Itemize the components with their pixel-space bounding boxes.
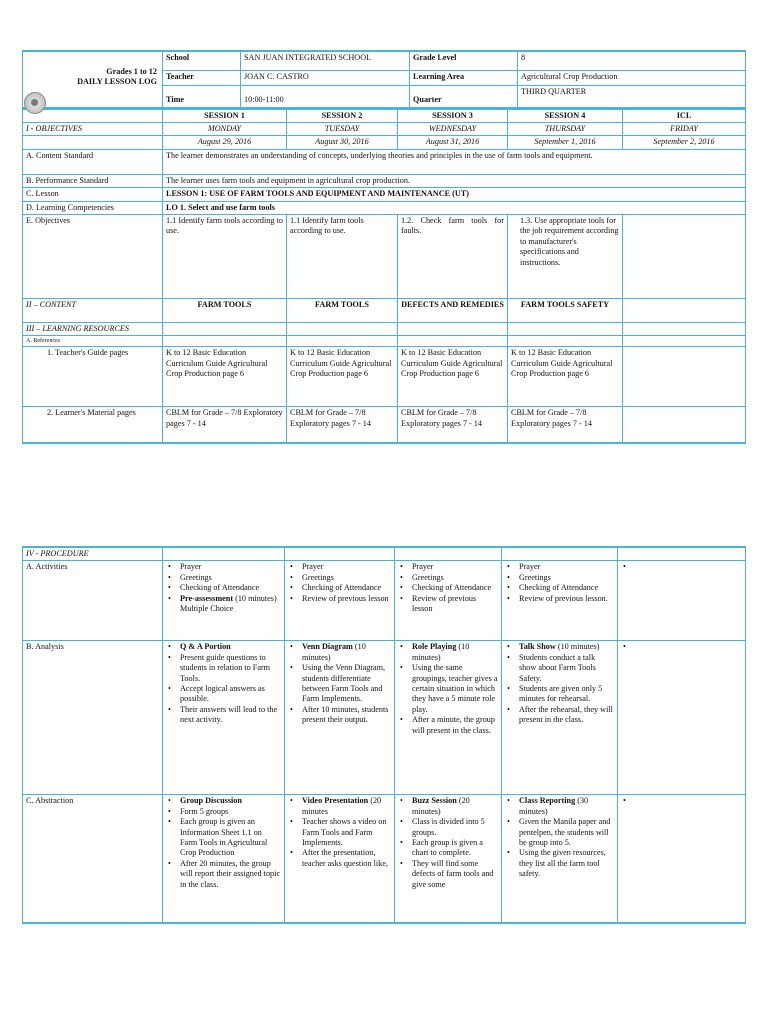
list-item	[519, 594, 614, 604]
content-session-3: DEFECTS AND REMEDIES	[398, 298, 508, 322]
tg-icl	[623, 347, 746, 407]
tg-session-2: K to 12 Basic Education Curriculum Guide Agricultural Crop Production page 6	[287, 347, 398, 407]
resources-heading: III – LEARNING RESOURCES	[23, 322, 163, 335]
activities-session-3	[395, 561, 502, 641]
time-label: Time	[163, 85, 241, 107]
list-item-text: After a minute, the group will present in the class.	[412, 715, 495, 735]
list-item-text: (10 minutes)	[412, 642, 470, 662]
date-5: September 2, 2016	[623, 136, 746, 149]
activities-label: A. Activities	[23, 561, 163, 641]
bullet-list	[505, 642, 614, 725]
abstraction-session-3	[395, 795, 502, 923]
session-2-header: SESSION 2	[287, 109, 398, 123]
list-item-bold: Buzz Session	[412, 796, 457, 806]
bullet-list	[288, 562, 391, 604]
session-corner	[23, 109, 163, 123]
list-item-text: (20 minutes	[302, 796, 382, 816]
list-item-bold: Venn Diagram	[302, 642, 353, 652]
list-item-text: After 10 minutes, students present their output.	[302, 704, 389, 725]
list-item-text: After the rehearsal, they will present in the class.	[519, 704, 613, 725]
list-item	[302, 817, 391, 848]
date-2: August 30, 2016	[287, 136, 398, 149]
list-item-text: Given the Manila paper and pentelpen, the students will be group into 5.	[519, 817, 611, 848]
competency-label: D. Learning Competencies	[23, 201, 163, 214]
list-item	[180, 684, 281, 705]
tg-session-4: K to 12 Basic Education Curriculum Guide Agricultural Crop Production page 6	[508, 347, 623, 407]
grade-level-value: 8	[518, 51, 746, 70]
list-item-text: They will find some defects of farm tools and give some	[412, 858, 494, 889]
list-item-text: Checking of Attendance	[412, 583, 492, 593]
list-item-text: Form 5 groups	[180, 806, 229, 816]
list-item	[180, 562, 281, 572]
abstraction-session-1	[163, 795, 285, 923]
content-icl	[623, 298, 746, 322]
list-item	[302, 848, 391, 869]
session-1-header: SESSION 1	[163, 109, 287, 123]
objectives-heading: I - OBJECTIVES	[23, 122, 163, 135]
list-item-bold: Video Presentation	[302, 796, 369, 806]
tg-session-1: K to 12 Basic Education Curriculum Guide Agricultural Crop Production page 6	[163, 347, 287, 407]
lesson-log-page-2	[22, 546, 745, 924]
abstraction-label: C. Abstraction	[23, 795, 163, 923]
quarter-label: Quarter	[410, 85, 518, 107]
lesson-title: LESSON 1: USE OF FARM TOOLS AND EQUIPMENT AND MAINTENANCE (UT)	[163, 188, 746, 201]
objective-icl	[623, 214, 746, 298]
bullet-list	[398, 796, 498, 890]
lesson-log-page-1	[22, 50, 745, 444]
list-item-text: Prayer	[180, 562, 202, 572]
procedure-heading: IV - PROCEDURE	[23, 547, 163, 561]
performance-standard-label: B. Performance Standard	[23, 174, 163, 187]
quarter-value: THIRD QUARTER	[518, 85, 746, 107]
list-item-text: (10 minutes)	[302, 642, 366, 662]
list-item	[519, 817, 614, 848]
list-item	[412, 796, 498, 817]
list-item	[412, 817, 498, 838]
icl-header: ICL	[623, 109, 746, 123]
list-item-bold: Group Discussion	[180, 796, 242, 806]
abstraction-icl	[618, 795, 746, 923]
grades-label: Grades 1 to 12	[106, 67, 157, 76]
list-item-text: Checking of Attendance	[180, 583, 260, 593]
lm-session-2: CBLM for Grade – 7/8 Exploratory pages 7 - 14	[287, 407, 398, 443]
competency-text: LO 1. Select and use farm tools	[163, 201, 746, 214]
analysis-label: B. Analysis	[23, 641, 163, 795]
list-item	[412, 562, 498, 572]
content-standard-label: A. Content Standard	[23, 149, 163, 174]
objective-session-2: 1.1 Identify farm tools according to use.	[287, 214, 398, 298]
list-item-text: Review of previous lesson.	[519, 593, 608, 603]
lm-session-1: CBLM for Grade – 7/8 Exploratory pages 7 - 14	[163, 407, 287, 443]
list-item-text: Review of previous lesson	[412, 593, 477, 614]
analysis-session-2	[285, 641, 395, 795]
list-item	[519, 642, 614, 652]
list-item	[302, 594, 391, 604]
list-item	[180, 653, 281, 684]
header-table	[22, 50, 746, 108]
date-corner	[23, 136, 163, 149]
list-item-text: (10 minutes)	[555, 642, 600, 652]
list-item	[180, 642, 281, 652]
list-item-bold: Q & A Portion	[180, 642, 231, 652]
list-item-text: Greetings	[302, 572, 334, 582]
list-item	[302, 796, 391, 817]
list-item-text: Accept logical answers as possible.	[180, 684, 265, 704]
list-item	[180, 807, 281, 817]
abstraction-session-2	[285, 795, 395, 923]
list-item-text: (30 minutes)	[519, 796, 589, 816]
list-item-bold: Pre-assessment	[180, 593, 234, 603]
bullet-list	[166, 642, 281, 725]
list-item	[302, 642, 391, 663]
list-item-text: After 20 minutes, the group will report their assigned topic in the class.	[180, 858, 281, 889]
list-item	[519, 653, 614, 684]
analysis-session-4	[502, 641, 618, 795]
list-item-text: Using the given resources, they list all the farm tool safety.	[519, 848, 606, 879]
list-item-text: Prayer	[519, 562, 541, 572]
list-item	[302, 705, 391, 726]
date-4: September 1, 2016	[508, 136, 623, 149]
objectives-label: E. Objectives	[23, 214, 163, 298]
bullet-list	[166, 796, 281, 890]
school-value: SAN JUAN INTEGRATED SCHOOL	[241, 51, 410, 70]
bullet-list	[505, 562, 614, 604]
list-item-text: Checking of Attendance	[302, 583, 382, 593]
day-wednesday: WEDNESDAY	[398, 122, 508, 135]
list-item	[302, 562, 391, 572]
list-item-text: Using the same groupings, teacher gives a certain situation in which they have a 5 minute role play.	[412, 663, 498, 714]
lesson-label: C. Lesson	[23, 188, 163, 201]
list-item-bold: Class Reporting	[519, 796, 576, 806]
activities-session-4	[502, 561, 618, 641]
list-item	[180, 859, 281, 890]
day-friday: FRIDAY	[623, 122, 746, 135]
activities-session-2	[285, 561, 395, 641]
list-item-text: After the presentation, teacher asks question like,	[302, 848, 388, 868]
list-item-text: Greetings	[180, 572, 212, 582]
list-item-text: Using the Venn Diagram, students differentiate between Farm Tools and Farm Implements.	[302, 663, 386, 704]
school-label: School	[163, 51, 241, 70]
teachers-guide-label: 1. Teacher's Guide pages	[23, 347, 163, 407]
activities-icl	[618, 561, 746, 641]
lm-session-4: CBLM for Grade – 7/8 Exploratory pages 7 - 14	[508, 407, 623, 443]
grade-level-label: Grade Level	[410, 51, 518, 70]
date-3: August 31, 2016	[398, 136, 508, 149]
bullet-list	[288, 642, 391, 725]
deped-seal-icon	[24, 92, 46, 114]
objective-session-3: 1.2. Check farm tools for faults.	[398, 214, 508, 298]
bullet-list	[398, 642, 498, 736]
content-heading: II – CONTENT	[23, 298, 163, 322]
day-tuesday: TUESDAY	[287, 122, 398, 135]
list-item	[180, 573, 281, 583]
session-3-header: SESSION 3	[398, 109, 508, 123]
session-4-header: SESSION 4	[508, 109, 623, 123]
list-item-text: Checking of Attendance	[519, 583, 599, 593]
learning-area-value: Agricultural Crop Production	[518, 70, 746, 85]
bullet-list	[505, 796, 614, 879]
tg-session-3: K to 12 Basic Education Curriculum Guide Agricultural Crop Production page 6	[398, 347, 508, 407]
list-item-text: Students conduct a talk show about Farm Tools Safety.	[519, 652, 596, 683]
activities-session-1	[163, 561, 285, 641]
content-standard-text: The learner demonstrates an understanding of concepts, underlying theories and principles in the use of farm tools and equipment.	[163, 149, 746, 174]
list-item	[302, 573, 391, 583]
list-item-text: Students are given only 5 minutes for rehearsal.	[519, 684, 603, 704]
bullet-list	[288, 796, 391, 869]
performance-standard-text: The learner uses farm tools and equipment in agricultural crop production.	[163, 174, 746, 187]
lm-icl	[623, 407, 746, 443]
date-1: August 29, 2016	[163, 136, 287, 149]
bullet-list	[166, 562, 281, 614]
list-item	[412, 594, 498, 615]
content-session-2: FARM TOOLS	[287, 298, 398, 322]
abstraction-session-4	[502, 795, 618, 923]
day-monday: MONDAY	[163, 122, 287, 135]
list-item-text: Present guide questions to students in relation to Farm Tools.	[180, 652, 271, 683]
list-item	[302, 583, 391, 593]
list-item	[180, 796, 281, 806]
main-table	[22, 108, 746, 444]
list-item	[519, 796, 614, 817]
list-item-text: Greetings	[519, 572, 551, 582]
list-item-text: Prayer	[412, 562, 434, 572]
list-item-text: Each group is given an Information Sheet 1.1 on Farm Tools in Agricultural Crop Production	[180, 817, 268, 858]
list-item-text: Their answers will lead to the next activity.	[180, 704, 278, 725]
list-item-text: (10 minutes) Multiple Choice	[180, 593, 277, 614]
list-item	[519, 684, 614, 705]
list-item	[519, 705, 614, 726]
list-item	[412, 642, 498, 663]
references-label: A. References	[23, 336, 163, 347]
teacher-value: JOAN C. CASTRO	[241, 70, 410, 85]
list-item	[412, 859, 498, 890]
list-item-bold: Role Playing	[412, 642, 457, 652]
objective-session-4: 1.3. Use appropriate tools for the job requirement according to manufacturer's specifications and instructions.	[508, 214, 623, 298]
objective-session-1: 1.1 Identify farm tools according to use.	[163, 214, 287, 298]
list-item	[180, 583, 281, 593]
time-value: 10:00-11:00	[241, 85, 410, 107]
list-item	[180, 705, 281, 726]
learning-area-label: Learning Area	[410, 70, 518, 85]
list-item	[412, 838, 498, 859]
list-item	[412, 715, 498, 736]
list-item	[412, 583, 498, 593]
analysis-icl	[618, 641, 746, 795]
list-item	[180, 594, 281, 615]
bullet-list	[398, 562, 498, 614]
analysis-session-1	[163, 641, 285, 795]
list-item	[302, 663, 391, 705]
list-item	[519, 573, 614, 583]
list-item	[180, 817, 281, 859]
list-item-text: Greetings	[412, 572, 444, 582]
list-item-text: (20 minutes)	[412, 796, 470, 816]
list-item-text: Teacher shows a video on Farm Tools and Farm Implements.	[302, 817, 387, 848]
list-item	[412, 573, 498, 583]
list-item-text: Prayer	[302, 562, 324, 572]
content-session-1: FARM TOOLS	[163, 298, 287, 322]
learners-material-label: 2. Learner's Material pages	[23, 407, 163, 443]
procedure-table	[22, 546, 746, 924]
list-item-text: Class is divided into 5 groups.	[412, 817, 485, 837]
list-item-bold: Talk Show	[519, 642, 556, 652]
list-item	[519, 583, 614, 593]
log-title: DAILY LESSON LOG	[77, 77, 157, 87]
content-session-4: FARM TOOLS SAFETY	[508, 298, 623, 322]
list-item	[412, 663, 498, 715]
teacher-label: Teacher	[163, 70, 241, 85]
lm-session-3: CBLM for Grade – 7/8 Exploratory pages 7 - 14	[398, 407, 508, 443]
list-item-text: Each group is given a chart to complete.	[412, 838, 483, 858]
analysis-session-3	[395, 641, 502, 795]
day-thursday: THURSDAY	[508, 122, 623, 135]
list-item-text: Review of previous lesson	[302, 593, 389, 603]
list-item	[519, 848, 614, 879]
list-item	[519, 562, 614, 572]
